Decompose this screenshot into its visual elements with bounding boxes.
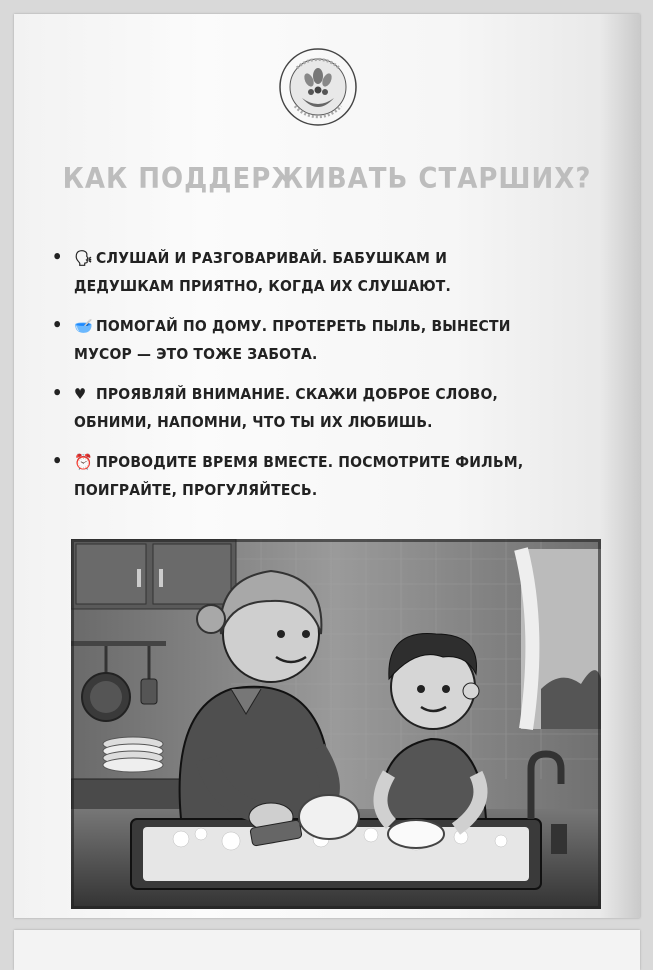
poster-page xyxy=(14,14,640,918)
tips-list xyxy=(52,244,622,516)
next-card-preview xyxy=(14,930,640,970)
tip-text: ПОИГРАЙТЕ, ПРОГУЛЯЙТЕСЬ. xyxy=(74,481,318,499)
page-title: КАК ПОДДЕРЖИВАТЬ СТАРШИХ? xyxy=(62,162,592,196)
tip-text: ПОМОГАЙ ПО ДОМУ. ПРОТЕРЕТЬ ПЫЛЬ, ВЫНЕСТИ xyxy=(96,317,511,335)
bullet-icon: • xyxy=(52,315,63,336)
bullet-icon: • xyxy=(52,247,63,268)
tip-text: ПРОВОДИТЕ ВРЕМЯ ВМЕСТЕ. ПОСМОТРИТЕ ФИЛЬМ, xyxy=(96,453,524,471)
tip-text: ОБНИМИ, НАПОМНИ, ЧТО ТЫ ИХ ЛЮБИШЬ. xyxy=(74,413,433,431)
tip-text: ПРОЯВЛЯЙ ВНИМАНИЕ. СКАЖИ ДОБРОЕ СЛОВО, xyxy=(96,385,499,403)
illustration-grandmother-boy-washing-dishes xyxy=(71,539,601,909)
bowl-icon: 🥣 xyxy=(74,317,93,335)
list-item xyxy=(52,448,622,504)
tip-text: СЛУШАЙ И РАЗГОВАРИВАЙ. БАБУШКАМ И xyxy=(96,249,448,267)
organization-logo-icon xyxy=(277,46,359,128)
list-item xyxy=(52,380,622,436)
speaking-head-icon: 🗣 xyxy=(74,249,94,267)
heart-icon: ♥ xyxy=(74,385,87,403)
list-item xyxy=(52,312,622,368)
tip-text: МУСОР — ЭТО ТОЖЕ ЗАБОТА. xyxy=(74,345,318,363)
alarm-clock-icon: ⏰ xyxy=(74,453,93,471)
list-item xyxy=(52,244,622,300)
tip-text: ДЕДУШКАМ ПРИЯТНО, КОГДА ИХ СЛУШАЮТ. xyxy=(74,277,452,295)
bullet-icon: • xyxy=(52,451,63,472)
bullet-icon: • xyxy=(52,383,63,404)
